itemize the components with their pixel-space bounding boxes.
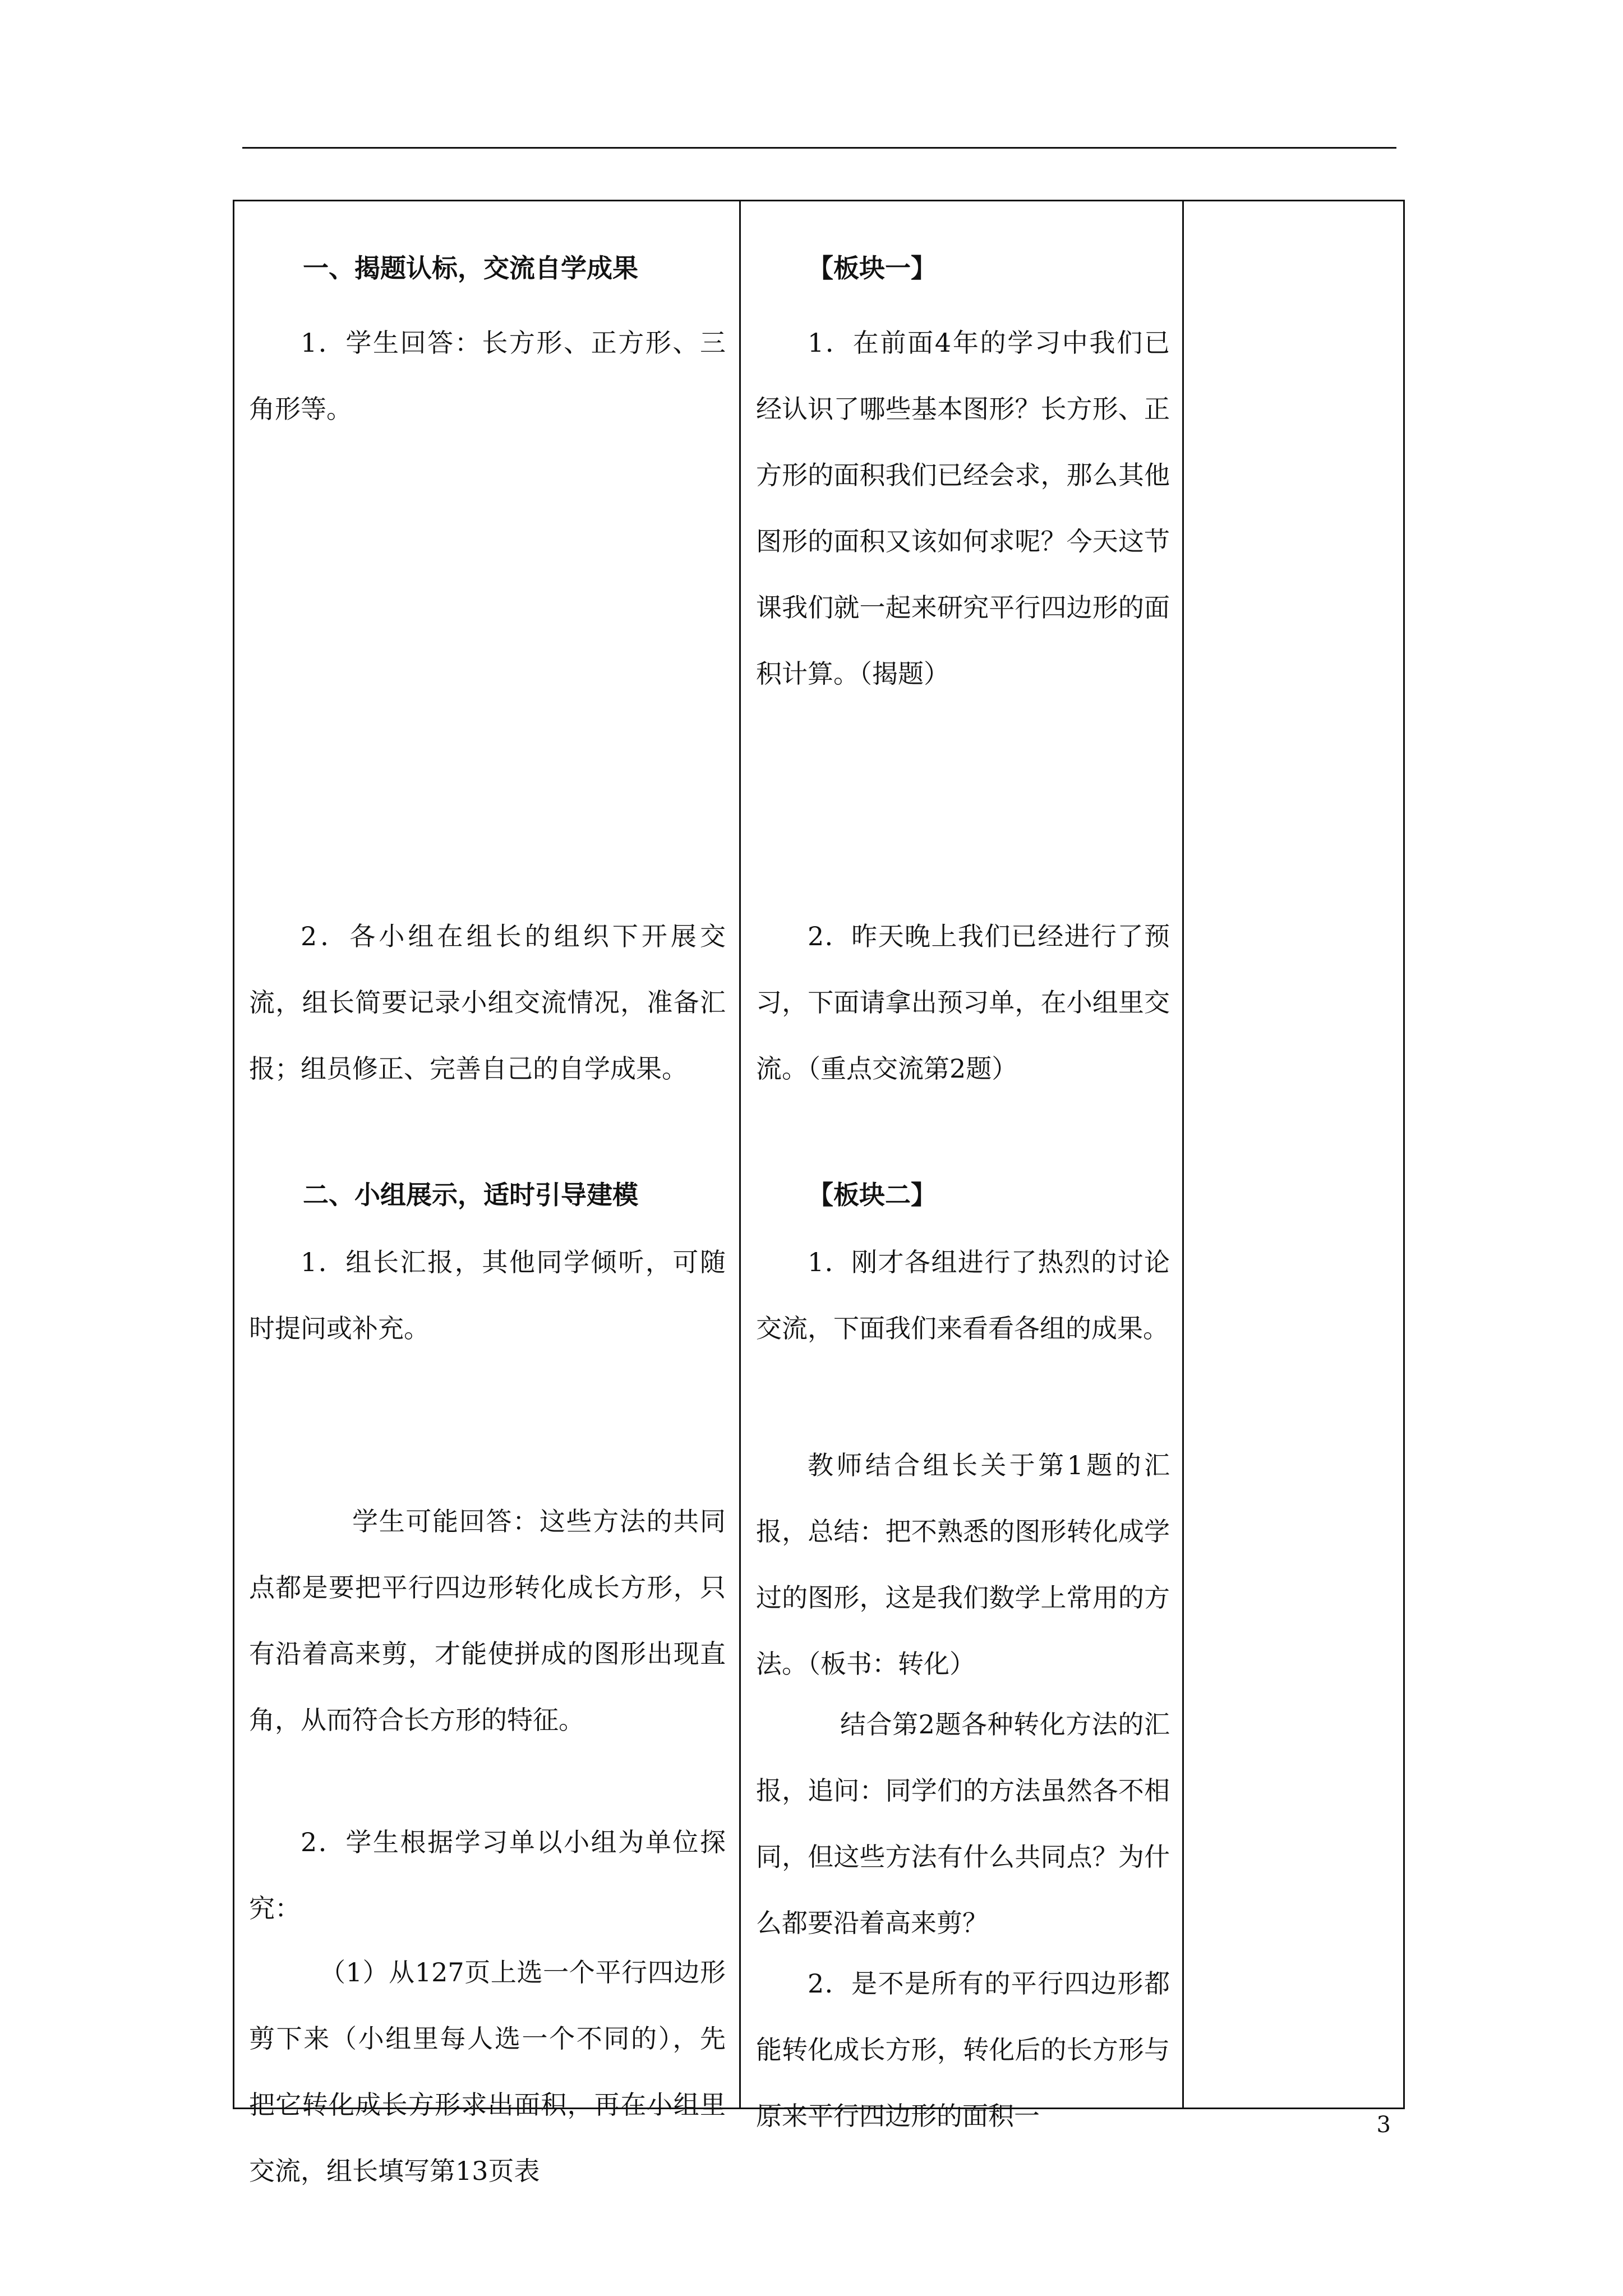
column-divider-2 xyxy=(1182,201,1184,2108)
header-rule xyxy=(242,147,1396,149)
paragraph: 2．是不是所有的平行四边形都能转化成长方形，转化后的长方形与原来平行四边形的面积一 xyxy=(756,1968,1170,2131)
section-heading: 二、小组展示，适时引导建模 xyxy=(303,1180,638,1210)
paragraph: 1．组长汇报，其他同学倾听，可随时提问或补充。 xyxy=(249,1247,726,1343)
column-divider-1 xyxy=(739,201,741,2108)
paragraph: 1．刚才各组进行了热烈的讨论交流，下面我们来看看各组的成果。 xyxy=(756,1247,1170,1343)
lesson-table xyxy=(233,200,1405,2186)
notes-column xyxy=(1197,201,1399,2108)
section-heading: 【板块一】 xyxy=(808,253,937,283)
section-heading: 一、揭题认标，交流自学成果 xyxy=(303,253,638,283)
paragraph: 学生可能回答：这些方法的共同点都是要把平行四边形转化成长方形，只有沿着高来剪，才能使拼成的图形出现直角，从而符合长方形的特征。 xyxy=(249,1506,726,1735)
page-number: 3 xyxy=(1376,2112,1391,2138)
paragraph: 1．在前面4年的学习中我们已经认识了哪些基本图形？长方形、正方形的面积我们已经会求，那么其他图形的面积又该如何求呢？今天这节课我们就一起来研究平行四边形的面积计算。（揭题） xyxy=(756,328,1170,689)
section-heading: 【板块二】 xyxy=(808,1180,937,1210)
paragraph: 结合第2题各种转化方法的汇报，追问：同学们的方法虽然各不相同，但这些方法有什么共同点？为什么都要沿着高来剪？ xyxy=(756,1709,1170,1938)
paragraph: 2．学生根据学习单以小组为单位探究： xyxy=(249,1827,726,1924)
paragraph: （1）从127页上选一个平行四边形剪下来（小组里每人选一个不同的），先把它转化成长方形求出面积，再在小组里交流，组长填写第13页表 xyxy=(249,1957,726,2186)
teacher-activity-column xyxy=(756,201,1170,2131)
paragraph: 1．学生回答：长方形、正方形、三角形等。 xyxy=(249,328,726,424)
paragraph: 2．各小组在组长的组织下开展交流，组长简要记录小组交流情况，准备汇报；组员修正、完善自己的自学成果。 xyxy=(249,921,726,1084)
paragraph: 教师结合组长关于第1题的汇报，总结：把不熟悉的图形转化成学过的图形，这是我们数学上常用的方法。（板书：转化） xyxy=(756,1450,1170,1679)
student-activity-column xyxy=(249,201,726,2186)
paragraph: 2．昨天晚上我们已经进行了预习，下面请拿出预习单，在小组里交流。（重点交流第2题） xyxy=(756,921,1170,1084)
